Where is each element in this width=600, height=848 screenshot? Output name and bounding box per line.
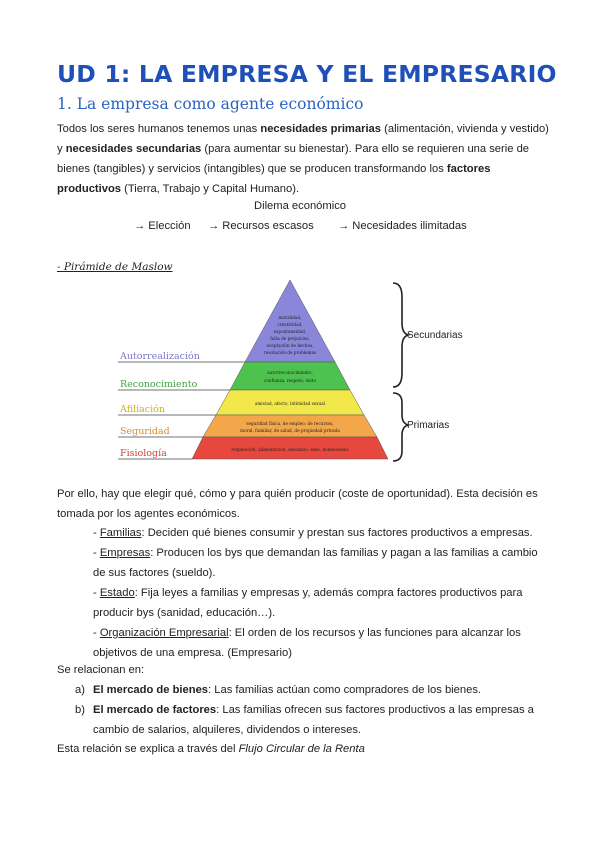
dilema-item-choice: → Elección (134, 220, 191, 232)
agent-text-cont: objetivos de una empresa. (Empresario) (93, 647, 292, 659)
market-text: : Las familias ofrecen sus factores productivos a las empresas a (216, 704, 534, 716)
dilema-item-needs: → Necesidades ilimitadas (338, 220, 467, 232)
relation-list (75, 680, 555, 740)
intro-text: (alimentación, vivienda y vestido) (381, 123, 549, 135)
relation-item-factores (75, 700, 555, 740)
dilema-items (134, 220, 467, 232)
pyramid-desc-1-4: aceptación de hechos, (266, 343, 314, 348)
term-productive: productivos (57, 183, 122, 195)
pyramid-desc-1-3: falta de prejuicios, (270, 336, 310, 341)
agents-intro-paragraph (57, 484, 547, 524)
agent-name: Empresas (99, 547, 151, 559)
pyramid-desc-1-2: espontaneidad, (273, 329, 307, 334)
relation-closing (57, 739, 365, 759)
pyramid-desc-1-5: resolución de problemas (263, 350, 317, 355)
label-primarias: Primarias (407, 420, 450, 431)
pyramid-desc-1-1: creatividad, (277, 322, 303, 327)
agent-text-cont: producir bys (sanidad, educación…). (93, 607, 276, 619)
dilema-item-scarce: → Recursos escasos (208, 220, 314, 232)
pyramid-desc-3-0: amistad, afecto, intimidad sexual (254, 401, 326, 406)
agent-item-organizacion (93, 623, 553, 663)
intro-text: (para aumentar su bienestar). Para ello se requieren una serie de (201, 143, 530, 155)
section-title: 1. La empresa como agente económico (57, 95, 364, 113)
agent-dash: - (93, 547, 100, 559)
agent-name: Organización Empresarial (99, 627, 229, 639)
pyramid-level-seguridad (203, 415, 377, 437)
market-name: El mercado de factores (93, 704, 217, 716)
label-afiliacion: Afiliación (120, 404, 165, 415)
closing-term: Flujo Circular de la Renta (238, 743, 365, 755)
agents-intro-line-2: tomada por los agentes económicos. (57, 508, 240, 520)
relation-intro: Se relacionan en: (57, 664, 145, 676)
closing-text: Esta relación se explica a través del (57, 743, 239, 755)
brace-secundarias (393, 283, 408, 387)
term-primary-needs: necesidades primarias (260, 123, 382, 135)
intro-text: bienes (tangibles) y servicios (intangibles) que se producen transformando los (57, 163, 447, 175)
agents-intro-line-1: Por ello, hay que elegir qué, cómo y para quién producir (coste de oportunidad). Esta decisión es (57, 488, 538, 500)
agent-dash: - (93, 627, 100, 639)
agent-text: : Producen los bys que demandan las familias y pagan a las familias a cambio (150, 547, 538, 559)
pyramid-desc-4-0: seguridad física, de empleo, de recursos, (246, 421, 334, 426)
pyramid-desc-2-1: confianza, respeto, éxito (264, 378, 316, 383)
pyramid-desc-4-1: moral, familiar, de salud, de propiedad privada (240, 428, 340, 433)
agent-item-familias (93, 523, 553, 543)
market-text-cont: cambio de salarios, alquileres, dividendos o intereses. (93, 724, 362, 736)
label-reconocimiento: Reconocimiento (120, 379, 198, 390)
intro-line-4 (57, 179, 547, 199)
list-marker: a) (75, 684, 85, 696)
intro-line-1 (57, 119, 547, 139)
pyramid-level-reconocimiento (230, 362, 350, 390)
intro-text: (Tierra, Trabajo y Capital Humano). (121, 183, 300, 195)
term-secondary-needs: necesidades secundarias (65, 143, 202, 155)
intro-paragraph (57, 119, 547, 199)
intro-text: Todos los seres humanos tenemos unas (57, 123, 261, 135)
intro-line-2 (57, 139, 547, 159)
agent-text-cont: de sus factores (sueldo). (93, 567, 216, 579)
agent-text: : El orden de los recursos y las funciones para alcanzar los (228, 627, 521, 639)
agent-name: Estado (99, 587, 135, 599)
label-secundarias: Secundarias (407, 330, 463, 341)
agent-item-estado (93, 583, 553, 623)
pyramid-desc-1-0: moralidad, (278, 315, 302, 320)
agent-dash: - (93, 587, 100, 599)
agent-text: : Deciden qué bienes consumir y prestan sus factores productivos a empresas. (141, 527, 533, 539)
agent-text: : Fija leyes a familias y empresas y, además compra factores productivos para (134, 587, 523, 599)
page-title: UD 1: LA EMPRESA Y EL EMPRESARIO (57, 60, 557, 88)
label-seguridad: Seguridad (120, 426, 170, 437)
agent-list (93, 523, 553, 663)
term-factors: factores (446, 163, 491, 175)
agent-name: Familias (99, 527, 142, 539)
pyramid-desc-2-0: autorreconocimiento, (267, 370, 313, 375)
label-autorrealizacion: Autorrealización (120, 351, 200, 362)
pyramid-desc-5-0: respiración, alimentación, descanso, sexo, homeostasis (231, 447, 349, 452)
label-fisiologia: Fisiología (120, 448, 167, 459)
market-name: El mercado de bienes (93, 684, 209, 696)
intro-text: y (57, 143, 66, 155)
maslow-heading: - Pirámide de Maslow (57, 261, 173, 273)
market-text: : Las familias actúan como compradores de los bienes. (208, 684, 482, 696)
brace-primarias (393, 393, 408, 461)
agent-dash: - (93, 527, 100, 539)
dilema-title: Dilema económico (254, 200, 347, 212)
relation-item-bienes (75, 680, 555, 700)
maslow-pyramid-figure (110, 275, 470, 465)
agent-item-empresas (93, 543, 553, 583)
intro-line-3 (57, 159, 547, 179)
list-marker: b) (75, 704, 85, 716)
